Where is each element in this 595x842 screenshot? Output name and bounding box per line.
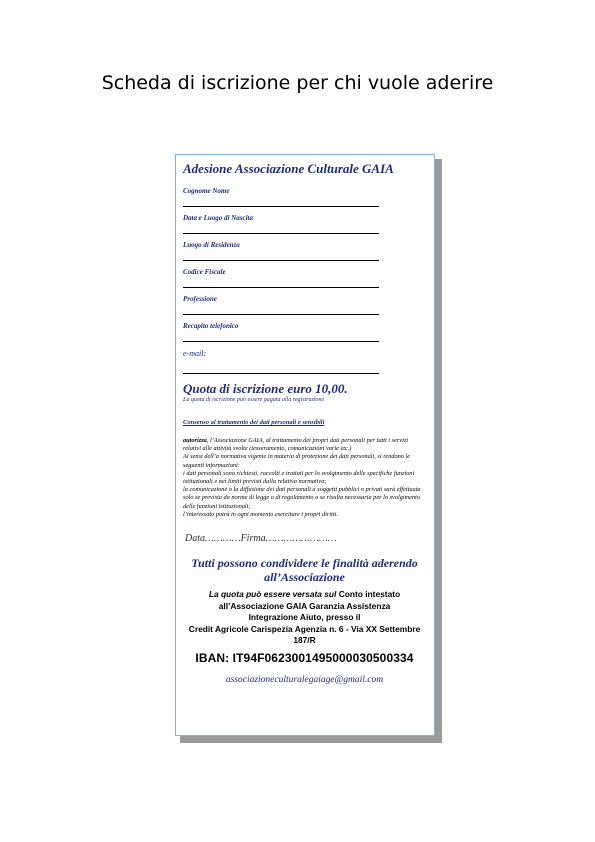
- consent-text: [183, 437, 426, 519]
- tagline-line-2: all’Associazione: [264, 570, 345, 585]
- footer-section: [183, 556, 426, 686]
- quota-note: La quota di iscrizione può essere pagata alla registrazione: [183, 397, 325, 403]
- consent-heading: Consenso al trattamento dei dati personali e sensibili: [183, 419, 325, 426]
- bank-details: [183, 589, 426, 647]
- field-label-residence: Luogo di Residenza: [183, 241, 240, 249]
- consent-paragraph-4: la comunicazione o la diffusione dei dati personali a soggetti pubblici o privati sarà effettuata solo se prevista da norme di legge o di regolamento o se risulta necessaria per lo svolgimento delle funzioni istituzionali;: [183, 486, 421, 510]
- tagline: [183, 556, 426, 584]
- bank-line-3: Integrazione Aiuto, presso il: [248, 612, 361, 623]
- field-line-residence[interactable]: [183, 260, 379, 261]
- bank-line-5: 187/R: [293, 635, 316, 646]
- consent-paragraph-5: l’interessato potrà in ogni momento esercitare i propri diritti.: [183, 510, 338, 518]
- field-label-phone: Recapito telefonico: [183, 322, 239, 330]
- date-signature-line[interactable]: Data…………Firma……………………: [185, 533, 337, 545]
- field-label-birth: Data e Luogo di Nascita: [183, 214, 253, 222]
- field-line-name[interactable]: [183, 206, 379, 207]
- field-label-profession: Professione: [183, 295, 217, 303]
- consent-paragraph-3: i dati personali sono richiesti, raccolti e trattati per lo svolgimento delle specifiche funzioni istituzionali e nei limiti previsti dalla relativa normativa;: [183, 469, 415, 486]
- bank-line-2: all’Associazione GAIA Garanzia Assistenza: [218, 600, 391, 611]
- consent-first-sentence: , l’Associazione GAIA, al trattamento dei propri dati personali per tutti i servizi relativi alle attività svolte (tesseramento, comunicazioni varie etc.): [183, 437, 409, 453]
- contact-email[interactable]: associazioneculturalegaiage@gmail.com: [225, 674, 384, 685]
- tagline-line-1: Tutti possono condividere le finalità aderendo: [191, 556, 418, 571]
- field-label-name: Cognome Nome: [183, 187, 230, 195]
- consent-paragraph-1: [183, 437, 426, 453]
- bank-intro-rest: Conto intestato: [336, 589, 401, 600]
- page-title: Scheda di iscrizione per chi vuole aderire: [101, 72, 494, 94]
- field-line-birth[interactable]: [183, 233, 379, 234]
- bank-intro-italic: La quota può essere versata sul: [208, 589, 337, 600]
- bank-line-1: [183, 589, 426, 601]
- membership-form-card: [175, 154, 435, 736]
- bank-line-4: Credit Agricole Carispezia Agenzia n. 6 - Via XX Settembre: [188, 623, 421, 634]
- field-line-email[interactable]: [183, 373, 379, 374]
- consent-bold-word: autorizza: [183, 437, 207, 444]
- field-label-email: e-mail:: [183, 349, 207, 358]
- form-title: Adesione Associazione Culturale GAIA: [183, 161, 394, 176]
- field-line-profession[interactable]: [183, 314, 379, 315]
- field-line-tax-code[interactable]: [183, 287, 379, 288]
- field-line-phone[interactable]: [183, 341, 379, 342]
- quota-title: Quota di iscrizione euro 10,00.: [183, 381, 348, 396]
- iban: IBAN: IT94F0623001495000030500334: [195, 650, 414, 665]
- consent-paragraph-2: Ai sensi dell’a normativa vigente in materia di protezione dei dati personali, si rendono le seguenti informazioni:: [183, 453, 411, 469]
- field-label-tax-code: Codice Fiscale: [183, 268, 226, 276]
